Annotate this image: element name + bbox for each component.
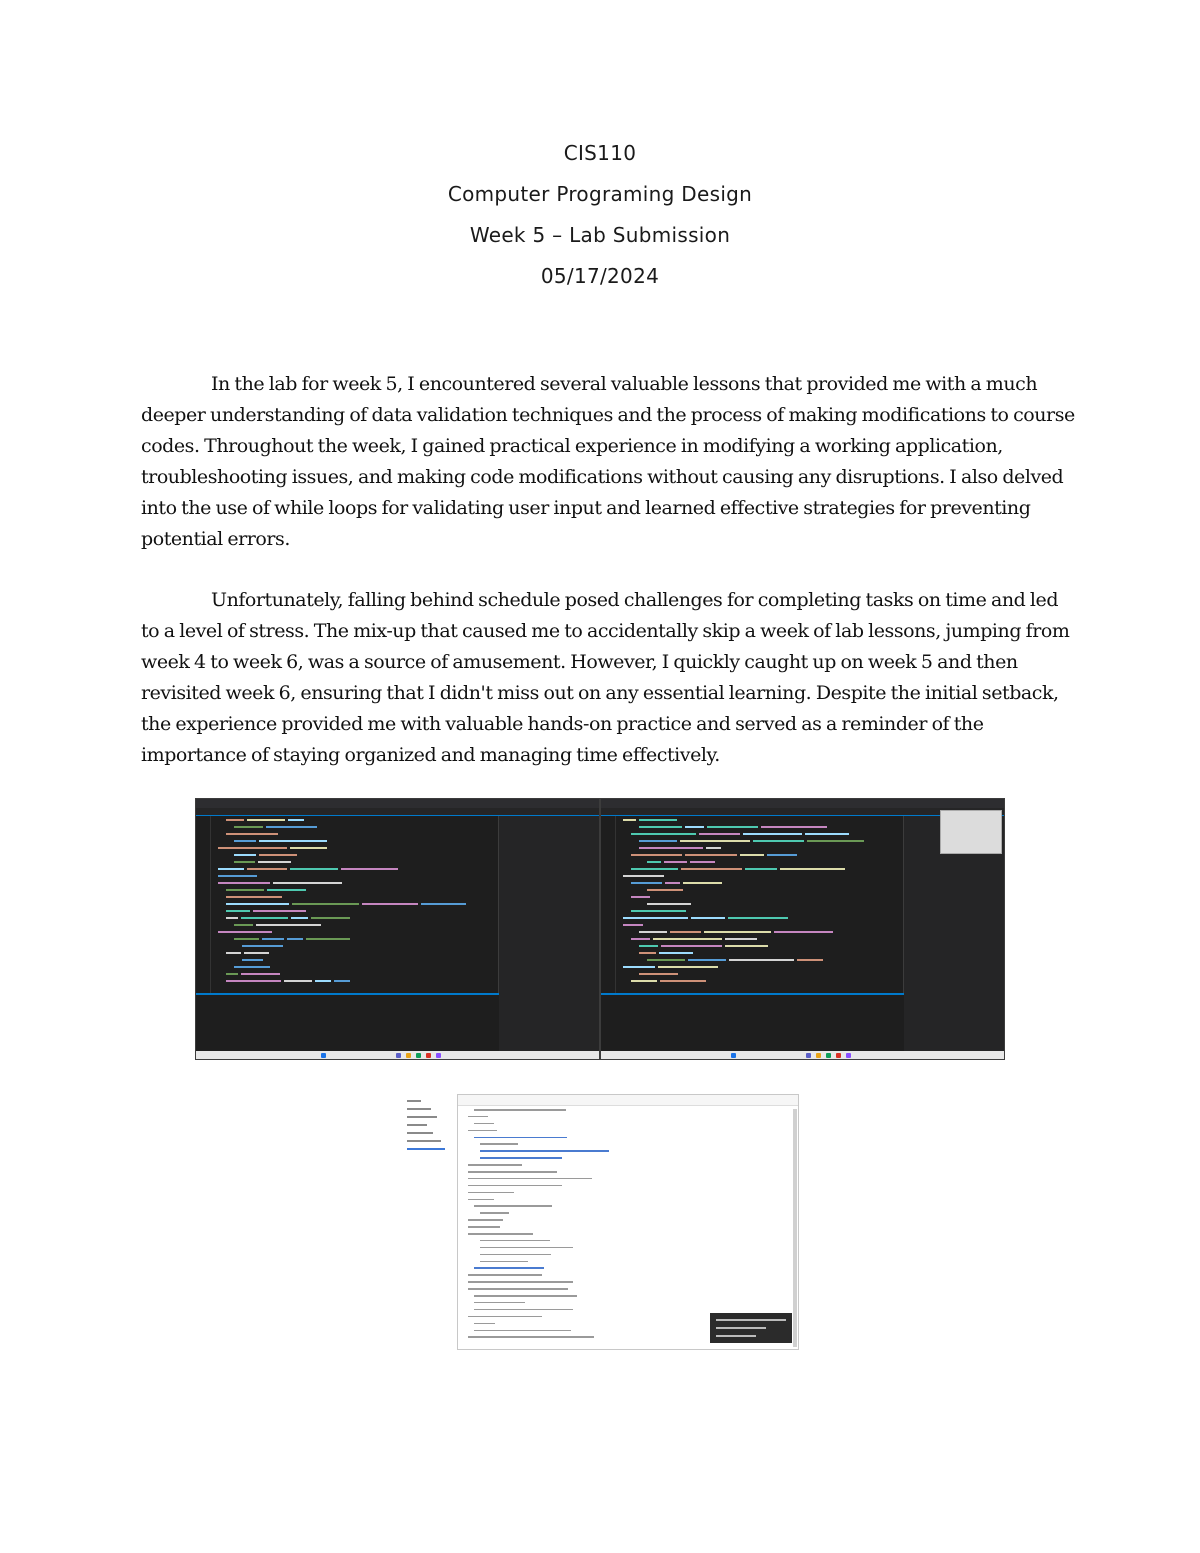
code-line [214,875,469,877]
code-line [480,1212,509,1214]
code-line [468,1316,542,1318]
code-line [214,924,469,926]
code-line [214,910,469,912]
assignment-title: Week 5 – Lab Submission [469,223,731,247]
code-line [468,1178,592,1180]
code-line [468,1171,557,1173]
code-line [619,973,867,975]
code-line [619,903,867,905]
code-line [468,1226,500,1228]
code-line [214,973,469,975]
code-line [619,826,867,828]
body-paragraph-1: In the lab for week 5, I encountered several valuable lessons that provided me with a much deeper understanding of data validation techniques and the process of making modifications to course codes. Throughout the week, I gained practical experience in modifying a working application, troubleshooting issues, and making code modifications without causing any disruptions. I also delved into the use of while loops for validating user input and learned effective strategies for preventing potential errors. [141,373,1075,550]
code-line [474,1137,567,1139]
code-line [480,1240,550,1242]
code-line [214,959,469,961]
code-line [480,1150,609,1152]
code-line [214,945,469,947]
code-line [214,952,469,954]
code-line [468,1116,488,1118]
code-line [474,1123,494,1125]
code-line [619,840,867,842]
code-line [619,896,867,898]
code-line [619,882,867,884]
code-line [214,840,469,842]
ide-code-area [214,819,469,987]
snap-layout-thumbnail [940,810,1002,854]
code-line [480,1247,573,1249]
ide-screenshot-1 [195,798,600,1060]
code-line [474,1330,571,1332]
course-code: CIS110 [563,141,637,165]
code-line [214,966,469,968]
code-line [214,889,469,891]
code-line [474,1323,495,1325]
code-line [619,931,867,933]
code-line [474,1302,525,1304]
code-viewer-screenshot [401,1094,799,1350]
code-line [468,1130,497,1132]
code-line [619,819,867,821]
code-line [468,1164,522,1166]
code-line [468,1288,568,1290]
code-line [214,826,469,828]
code-line [474,1109,566,1111]
code-line [619,966,867,968]
code-line [468,1274,542,1276]
code-line [619,945,867,947]
ide-output-panel [196,993,499,1051]
ide-solution-panel [903,816,1004,1059]
windows-taskbar [196,1051,599,1059]
ide-menubar [601,799,1004,808]
code-line [468,1192,514,1194]
scrollbar [793,1109,797,1347]
ide-line-gutter [196,816,211,995]
code-line [619,952,867,954]
code-line [474,1295,577,1297]
ide-code-area [619,819,867,987]
windows-taskbar [601,1051,1004,1059]
ide-output-panel [601,993,904,1051]
submission-date: 05/17/2024 [540,264,660,288]
code-line [474,1205,552,1207]
ide-menubar [196,799,599,808]
viewer-toolbar [458,1095,798,1106]
code-line [619,875,867,877]
code-line [619,833,867,835]
ide-screenshot-2 [600,798,1005,1060]
code-line [468,1281,573,1283]
code-line [468,1185,562,1187]
code-line [474,1309,573,1311]
code-line [619,959,867,961]
ide-tab-bar [196,808,599,816]
code-line [619,910,867,912]
code-line [214,882,469,884]
course-name: Computer Programing Design [447,182,753,206]
code-line [214,833,469,835]
code-line [214,917,469,919]
code-line [480,1261,528,1263]
code-line [480,1143,518,1145]
code-line [214,980,469,982]
code-lines [468,1109,609,1343]
code-line [214,847,469,849]
code-line [214,896,469,898]
ide-solution-panel [498,816,599,1059]
code-line [214,819,469,821]
code-line [214,903,469,905]
code-line [619,854,867,856]
code-line [468,1199,494,1201]
code-line [468,1219,503,1221]
code-line [619,868,867,870]
code-line [214,861,469,863]
code-line [619,938,867,940]
code-line [474,1267,544,1269]
code-line [619,917,867,919]
body-paragraph-2: Unfortunately, falling behind schedule posed challenges for completing tasks on time and led to a level of stress. The mix-up that caused me to accidentally skip a week of lab lessons, jumping from week 4 to week 6, was a source of amusement. However, I quickly caught up on week 5 and then revisited week 6, ensuring that I didn't miss out on any essential learning. Despite the initial setback, the experience provided me with valuable hands-on practice and served as a reminder of the importance of staying organized and managing time effectively. [141,589,1070,766]
code-line [619,924,867,926]
code-line [214,931,469,933]
code-line [619,847,867,849]
code-line [214,938,469,940]
code-line [619,861,867,863]
code-line [480,1157,562,1159]
code-pane [457,1094,799,1350]
code-line [480,1254,551,1256]
code-line [468,1233,533,1235]
code-line [468,1336,594,1338]
notification-popup [710,1313,792,1343]
code-line [619,889,867,891]
code-line [214,854,469,856]
code-line [214,868,469,870]
ide-line-gutter [601,816,616,995]
file-tree [401,1094,457,1184]
code-line [619,980,867,982]
